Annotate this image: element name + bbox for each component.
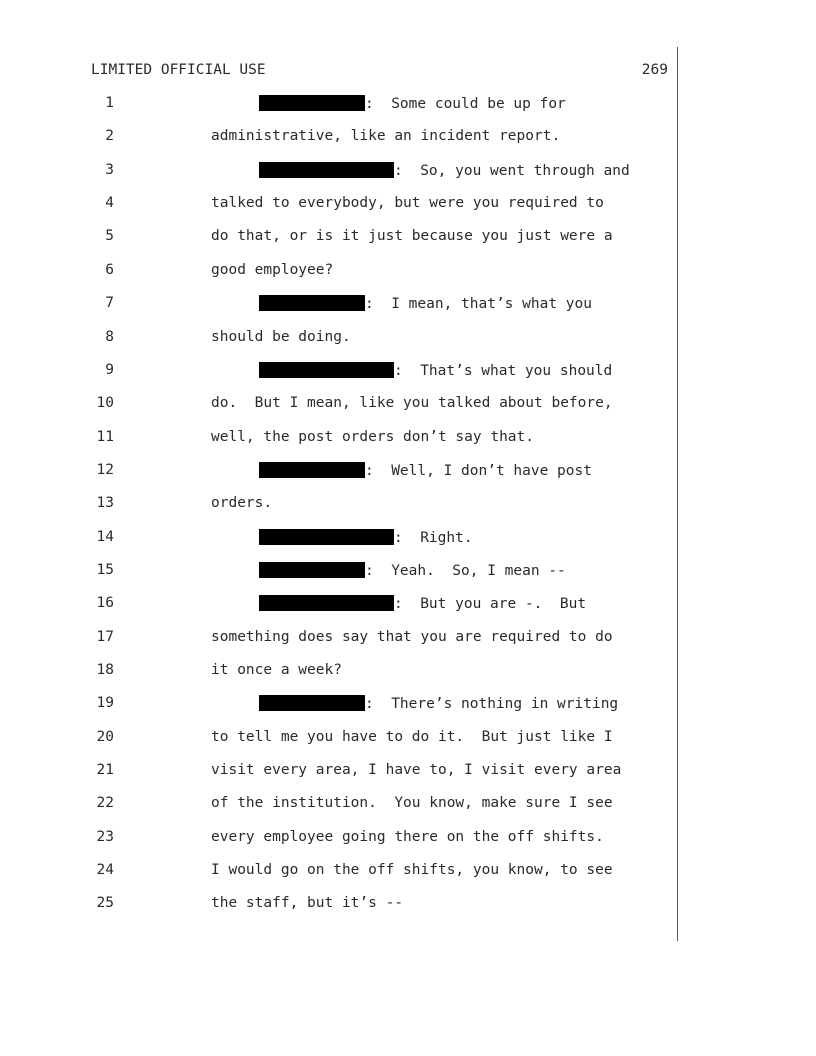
line-number: 9	[105, 361, 114, 378]
transcript-line	[0, 562, 816, 586]
line-number: 14	[96, 528, 114, 545]
line-text	[211, 895, 403, 911]
line-number: 22	[96, 795, 114, 812]
line-text	[211, 762, 621, 778]
line-number: 11	[96, 428, 114, 445]
line-content: good employee?	[211, 261, 334, 278]
line-number: 1	[105, 95, 114, 111]
transcript-line	[0, 329, 816, 353]
transcript-line	[0, 629, 816, 653]
line-number: 8	[105, 328, 114, 345]
line-content: something does say that you are required to do	[211, 628, 613, 645]
line-number: 15	[96, 561, 114, 578]
line-text	[211, 329, 351, 345]
line-number: 18	[96, 662, 114, 678]
redacted-speaker-name	[259, 162, 394, 178]
speaker-line-text	[259, 595, 586, 612]
line-content: I would go on the off shifts, you know, to see	[211, 862, 613, 879]
line-content: : That’s what you should	[394, 362, 613, 379]
transcript-line	[0, 495, 816, 519]
line-content: talked to everybody, but were you required to	[211, 195, 604, 212]
line-number: 7	[105, 295, 114, 312]
line-content: do that, or is it just because you just were a	[211, 228, 613, 245]
line-number: 16	[96, 595, 114, 612]
line-content: : But you are -. But	[394, 596, 587, 613]
line-content: every employee going there on the off shifts.	[211, 828, 604, 845]
line-number: 19	[96, 695, 114, 712]
line-text	[211, 629, 613, 645]
speaker-line-text	[259, 529, 473, 546]
line-content: should be doing.	[211, 328, 351, 345]
transcript-line	[0, 529, 816, 553]
redacted-speaker-name	[259, 95, 365, 111]
transcript-line	[0, 695, 816, 719]
line-content: : There’s nothing in writing	[365, 696, 619, 713]
line-number: 17	[96, 628, 114, 645]
line-content: the staff, but it’s --	[211, 895, 404, 912]
line-number: 20	[96, 728, 114, 745]
line-text	[211, 128, 560, 144]
line-text	[211, 829, 604, 845]
transcript-line	[0, 862, 816, 886]
transcript-line	[0, 95, 816, 119]
line-content: it once a week?	[211, 662, 342, 678]
classification-label: LIMITED OFFICIAL USE	[91, 62, 266, 78]
speaker-line-text	[259, 162, 630, 179]
line-text	[211, 228, 613, 244]
line-text	[211, 195, 604, 211]
page-number: 269	[641, 62, 668, 78]
redacted-speaker-name	[259, 562, 365, 578]
speaker-line-text	[259, 295, 592, 312]
redacted-speaker-name	[259, 462, 365, 478]
line-number: 12	[96, 461, 114, 478]
transcript-line	[0, 228, 816, 252]
transcript-line	[0, 595, 816, 619]
line-content: : Right.	[394, 529, 473, 546]
line-content: to tell me you have to do it. But just like I	[211, 728, 613, 745]
redacted-speaker-name	[259, 695, 365, 711]
line-number: 24	[96, 862, 114, 879]
line-text	[211, 262, 333, 278]
speaker-line-text	[259, 362, 612, 379]
line-number: 4	[105, 195, 114, 212]
transcript-line	[0, 662, 816, 686]
line-number: 10	[96, 395, 114, 412]
speaker-line-text	[259, 462, 592, 479]
line-text	[211, 495, 272, 511]
transcript-line	[0, 128, 816, 152]
line-content: : I mean, that’s what you	[365, 296, 592, 313]
line-number: 21	[96, 762, 114, 778]
line-text	[211, 862, 613, 878]
line-text	[211, 662, 342, 678]
transcript-line	[0, 195, 816, 219]
line-content: do. But I mean, like you talked about before,	[211, 395, 613, 412]
redacted-speaker-name	[259, 295, 365, 311]
transcript-line	[0, 762, 816, 786]
transcript-line	[0, 362, 816, 386]
line-text	[211, 395, 613, 411]
speaker-line-text	[259, 95, 566, 112]
redacted-speaker-name	[259, 529, 394, 545]
line-text	[211, 729, 613, 745]
transcript-line	[0, 895, 816, 919]
line-number: 2	[105, 128, 114, 145]
line-content: administrative, like an incident report.	[211, 128, 561, 145]
line-number: 5	[105, 228, 114, 245]
transcript-line	[0, 462, 816, 486]
transcript-line	[0, 295, 816, 319]
transcript-line	[0, 262, 816, 286]
transcript-line	[0, 729, 816, 753]
line-text	[211, 795, 613, 811]
line-number: 13	[96, 495, 114, 512]
line-number: 23	[96, 828, 114, 845]
line-content: orders.	[211, 495, 273, 512]
line-content: : Some could be up for	[365, 96, 566, 112]
line-content: well, the post orders don’t say that.	[211, 428, 535, 445]
speaker-line-text	[259, 562, 566, 579]
line-content: : Yeah. So, I mean --	[365, 562, 566, 579]
line-number: 6	[105, 261, 114, 278]
redacted-speaker-name	[259, 362, 394, 378]
speaker-line-text	[259, 695, 618, 712]
line-content: of the institution. You know, make sure I see	[211, 795, 613, 812]
transcript-line	[0, 829, 816, 853]
line-number: 25	[96, 895, 114, 912]
redacted-speaker-name	[259, 595, 394, 611]
transcript-line	[0, 162, 816, 186]
transcript-line	[0, 395, 816, 419]
line-text	[211, 429, 534, 445]
transcript-line	[0, 795, 816, 819]
transcript-line	[0, 429, 816, 453]
line-number: 3	[105, 161, 114, 178]
line-content: visit every area, I have to, I visit every area	[211, 762, 622, 778]
line-content: : Well, I don’t have post	[365, 462, 592, 479]
line-content: : So, you went through and	[394, 162, 630, 179]
